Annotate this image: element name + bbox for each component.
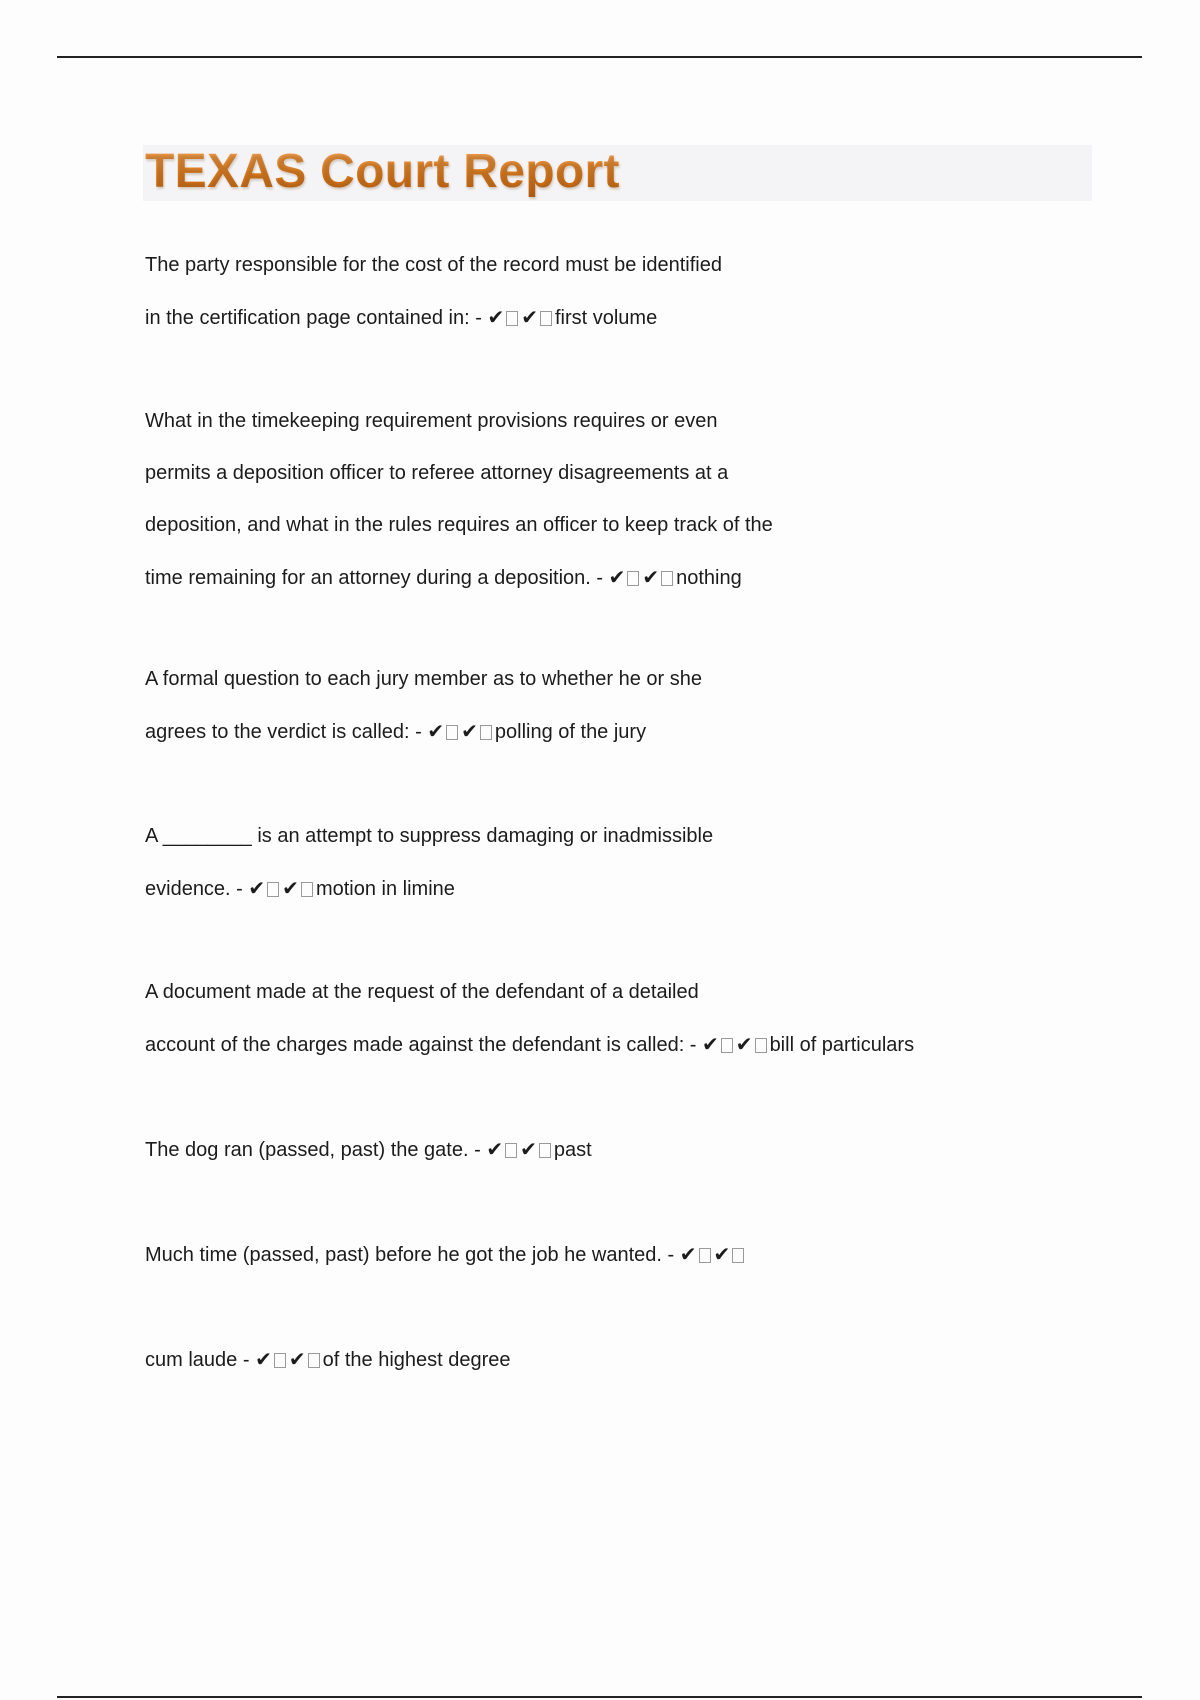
answer-text: motion in limine	[315, 878, 455, 900]
answer-marker	[427, 719, 495, 743]
check-icon: ✔	[608, 565, 626, 589]
check-icon: ✔	[248, 876, 266, 900]
question-line: A ________ is an attempt to suppress damaging or inadmissible	[145, 825, 714, 847]
question-line: deposition, and what in the rules requires an officer to keep track of the	[145, 514, 773, 536]
question-line: evidence. - ✔ ✔ motion in limine	[145, 876, 455, 900]
box-icon	[480, 725, 492, 740]
box-icon	[732, 1248, 744, 1263]
question-line: What in the timekeeping requirement provisions requires or even	[145, 410, 718, 432]
answer-marker	[486, 1137, 554, 1161]
check-icon: ✔	[642, 565, 660, 589]
question-line: The party responsible for the cost of the record must be identified	[145, 254, 722, 276]
box-icon	[308, 1353, 320, 1368]
box-icon	[505, 1143, 517, 1158]
box-icon	[755, 1038, 767, 1053]
answer-marker	[487, 305, 555, 329]
check-icon: ✔	[679, 1242, 697, 1266]
check-icon: ✔	[282, 876, 299, 900]
question-line: in the certification page contained in: - ✔ ✔ first volume	[145, 305, 658, 329]
question-line: A formal question to each jury member as to whether he or she	[145, 668, 702, 690]
qa-item-8	[145, 1333, 1045, 1386]
check-icon: ✔	[486, 1137, 504, 1161]
box-icon	[721, 1038, 733, 1053]
answer-text: past	[553, 1139, 592, 1161]
answer-text: polling of the jury	[494, 721, 647, 743]
check-icon: ✔	[702, 1032, 719, 1056]
answer-text: bill of particulars	[769, 1034, 915, 1056]
box-icon	[446, 725, 458, 740]
answer-marker	[248, 876, 316, 900]
answer-marker	[680, 1242, 748, 1266]
answer-marker	[702, 1032, 770, 1056]
qa-item-7	[145, 1228, 1045, 1281]
qa-item-1	[145, 239, 1045, 344]
box-icon	[661, 571, 673, 586]
box-icon	[301, 882, 313, 897]
check-icon: ✔	[255, 1347, 272, 1371]
answer-marker	[255, 1347, 323, 1371]
question-line: agrees to the verdict is called: - ✔ ✔ polling of the jury	[145, 719, 647, 743]
qa-item-6	[145, 1123, 1045, 1176]
qa-item-3	[145, 653, 1045, 758]
box-icon	[627, 571, 639, 586]
check-icon: ✔	[487, 305, 505, 329]
question-line: time remaining for an attorney during a deposition. - ✔ ✔ nothing	[145, 565, 742, 589]
answer-text: nothing	[676, 567, 742, 589]
document-title: TEXAS Court Report	[145, 145, 620, 198]
qa-item-4	[145, 810, 1045, 915]
bottom-rule	[57, 1696, 1142, 1698]
box-icon	[274, 1353, 286, 1368]
box-icon	[539, 1143, 551, 1158]
qa-item-5	[145, 966, 1045, 1071]
top-rule	[57, 56, 1142, 58]
check-icon: ✔	[427, 719, 445, 743]
question-line: account of the charges made against the defendant is called: - ✔ ✔ bill of particulars	[145, 1032, 915, 1056]
answer-text: of the highest degree	[322, 1349, 511, 1371]
question-line: Much time (passed, past) before he got the job he wanted. - ✔ ✔	[145, 1228, 1045, 1281]
box-icon	[540, 311, 552, 326]
answer-text: first volume	[554, 307, 658, 329]
check-icon: ✔	[461, 719, 478, 743]
check-icon: ✔	[288, 1347, 306, 1371]
question-line: The dog ran (passed, past) the gate. - ✔ ✔ past	[145, 1137, 592, 1161]
answer-marker	[609, 565, 677, 589]
check-icon: ✔	[520, 1137, 537, 1161]
check-icon: ✔	[521, 305, 538, 329]
box-icon	[506, 311, 518, 326]
box-icon	[699, 1248, 711, 1263]
question-line: permits a deposition officer to referee attorney disagreements at a	[145, 462, 729, 484]
qa-item-2	[145, 395, 1045, 604]
check-icon: ✔	[735, 1032, 753, 1056]
check-icon: ✔	[713, 1242, 731, 1266]
box-icon	[267, 882, 279, 897]
question-line: A document made at the request of the defendant of a detailed	[145, 981, 699, 1003]
question-line: cum laude - ✔ ✔ of the highest degree	[145, 1347, 511, 1371]
